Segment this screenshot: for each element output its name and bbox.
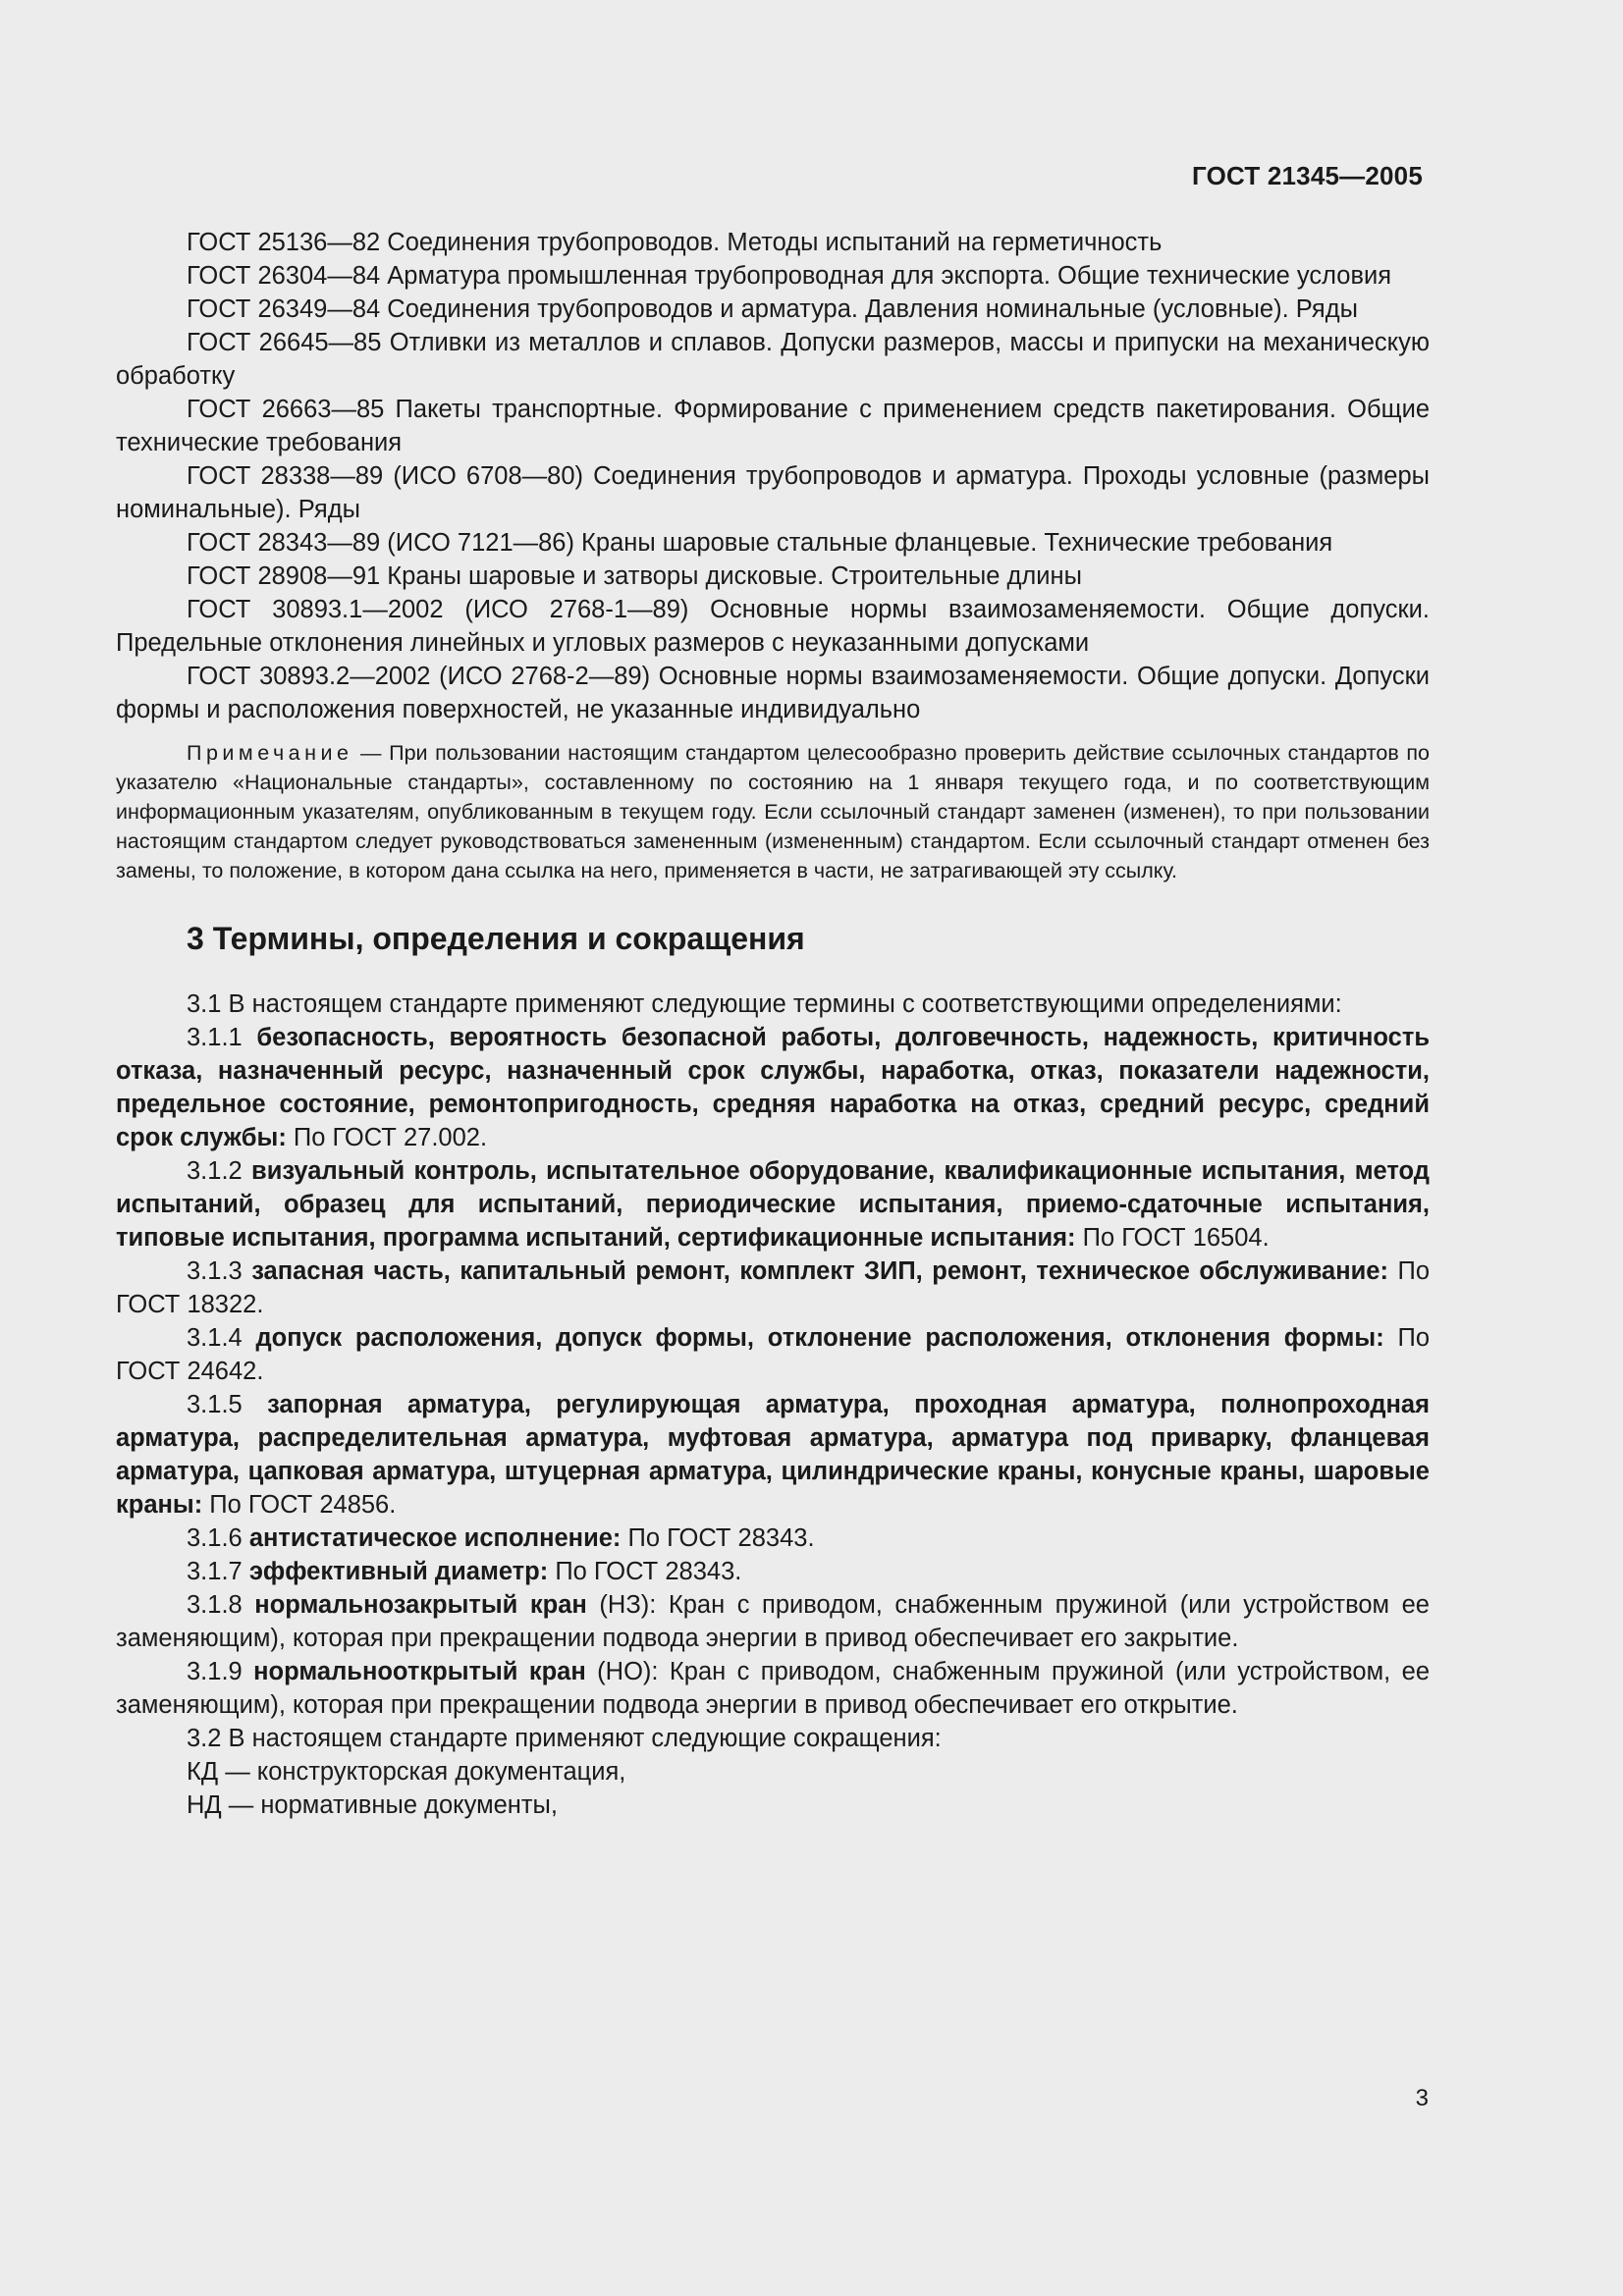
abbreviation-item: НД — нормативные документы, [187,1791,558,1819]
reference-item: ГОСТ 30893.2—2002 (ИСО 2768-2—89) Основные нормы взаимозаменяемости. Общие допуски. Допуски формы и расположения поверхностей, не указанные индивидуально [116,663,1430,723]
note-text: — При пользовании настоящим стандартом целесообразно проверить действие ссылочных стандартов по указателю «Национальные стандарты», составленному по состоянию на 1 января текущего года, и по соответствующим информационным указателям, опубликованным в текущем году. Если ссылочный стандарт заменен (изменен), то при пользовании настоящим стандартом следует руководствоваться замененным (измененным) стандартом. Если ссылочный стандарт отменен без замены, то положение, в котором дана ссылка на него, применяется в части, не затрагивающей эту ссылку. [116,741,1430,882]
definition-3-1-4 [116,1321,1430,1388]
reference-item: ГОСТ 26304—84 Арматура промышленная трубопроводная для экспорта. Общие технические условия [187,262,1392,290]
paragraph-3-2: 3.2 В настоящем стандарте применяют следующие сокращения: [187,1725,942,1752]
term: запасная часть, капитальный ремонт, комплект ЗИП, ремонт, техническое обслуживание: [251,1257,1388,1285]
definition-3-1-5 [116,1388,1430,1522]
reference-item: ГОСТ 26645—85 Отливки из металлов и сплавов. Допуски размеров, массы и припуски на механическую обработку [116,329,1430,390]
definition: (НЗ): Кран с приводом, снабженным пружиной (или устройством ее заменяющим), которая при прекращении подвода энергии в привод обеспечивает его закрытие. [116,1591,1430,1652]
definition-3-1-1 [116,1021,1430,1154]
clause-number: 3.1.7 [187,1558,243,1585]
definition-3-1-8 [116,1588,1430,1655]
clause-number: 3.1.3 [187,1257,243,1285]
reference-item: ГОСТ 28908—91 Краны шаровые и затворы дисковые. Строительные длины [187,562,1082,590]
clause-number: 3.1.9 [187,1658,243,1685]
page-number: 3 [1415,2085,1429,2111]
definition-3-1-6 [116,1522,1430,1555]
clause-number: 3.1.4 [187,1324,243,1352]
reference-item: ГОСТ 26349—84 Соединения трубопроводов и арматура. Давления номинальные (условные). Ряды [187,295,1358,323]
abbreviation-item: КД — конструкторская документация, [187,1758,626,1786]
page-content [116,226,1430,1822]
section-title: 3 Термины, определения и сокращения [187,921,805,956]
term: нормальнооткрытый кран [253,1658,586,1685]
term: эффективный диаметр: [248,1558,549,1585]
definition: (НО): Кран с приводом, снабженным пружиной (или устройством, ее заменяющим), которая при прекращении подвода энергии в привод обеспечивает его открытие. [116,1658,1430,1719]
term: запорная арматура, регулирующая арматура, проходная арматура, полнопроходная арматура, распределительная арматура, муфтовая арматура, арматура под приварку, фланцевая арматура, цапковая арматура, штуцерная арматура, цилиндрические краны, конусные краны, шаровые краны: [116,1391,1430,1519]
definition: По ГОСТ 24642. [116,1324,1430,1385]
definition: По ГОСТ 28343. [627,1524,815,1552]
reference-item: ГОСТ 28343—89 (ИСО 7121—86) Краны шаровые стальные фланцевые. Технические требования [187,529,1333,557]
document-header: ГОСТ 21345—2005 [1192,161,1423,190]
paragraph-3-1: 3.1 В настоящем стандарте применяют следующие термины с соответствующими определениями: [187,990,1342,1018]
definition: По ГОСТ 18322. [116,1257,1430,1318]
definition: По ГОСТ 28343. [555,1558,742,1585]
definition-3-1-7 [116,1555,1430,1588]
term: безопасность, вероятность безопасной работы, долговечность, надежность, критичность отказа, назначенный ресурс, назначенный срок службы, наработка, отказ, показатели надежности, предельное состояние, ремонтопригодность, средняя наработка на отказ, средний ресурс, средний срок службы: [116,1024,1430,1151]
clause-number: 3.1.5 [187,1391,243,1418]
clause-number: 3.1.2 [187,1157,243,1185]
definition-3-1-2 [116,1154,1430,1255]
definition-3-1-3 [116,1255,1430,1321]
definition: По ГОСТ 24856. [209,1491,397,1519]
clause-number: 3.1.8 [187,1591,243,1619]
definition-3-1-9 [116,1655,1430,1722]
term: антистатическое исполнение: [248,1524,622,1552]
clause-number: 3.1.6 [187,1524,243,1552]
definitions [116,988,1430,1822]
definition: По ГОСТ 16504. [1082,1224,1270,1252]
reference-item: ГОСТ 25136—82 Соединения трубопроводов. Методы испытаний на герметичность [187,229,1163,256]
reference-item: ГОСТ 26663—85 Пакеты транспортные. Формирование с применением средств пакетирования. Общие технические требования [116,396,1430,456]
references-list [116,226,1430,726]
term: допуск расположения, допуск формы, отклонение расположения, отклонения формы: [255,1324,1384,1352]
term: нормальнозакрытый кран [254,1591,587,1619]
note-label: Примечание [187,741,353,765]
reference-item: ГОСТ 28338—89 (ИСО 6708—80) Соединения трубопроводов и арматура. Проходы условные (размеры номинальные). Ряды [116,462,1430,523]
definition: По ГОСТ 27.002. [293,1124,488,1151]
clause-number: 3.1.1 [187,1024,243,1051]
note-block [116,738,1430,885]
term: визуальный контроль, испытательное оборудование, квалификационные испытания, метод испытаний, образец для испытаний, периодические испытания, приемо-сдаточные испытания, типовые испытания, программа испытаний, сертификационные испытания: [116,1157,1430,1252]
reference-item: ГОСТ 30893.1—2002 (ИСО 2768-1—89) Основные нормы взаимозаменяемости. Общие допуски. Предельные отклонения линейных и угловых размеров с неуказанными допусками [116,596,1430,657]
